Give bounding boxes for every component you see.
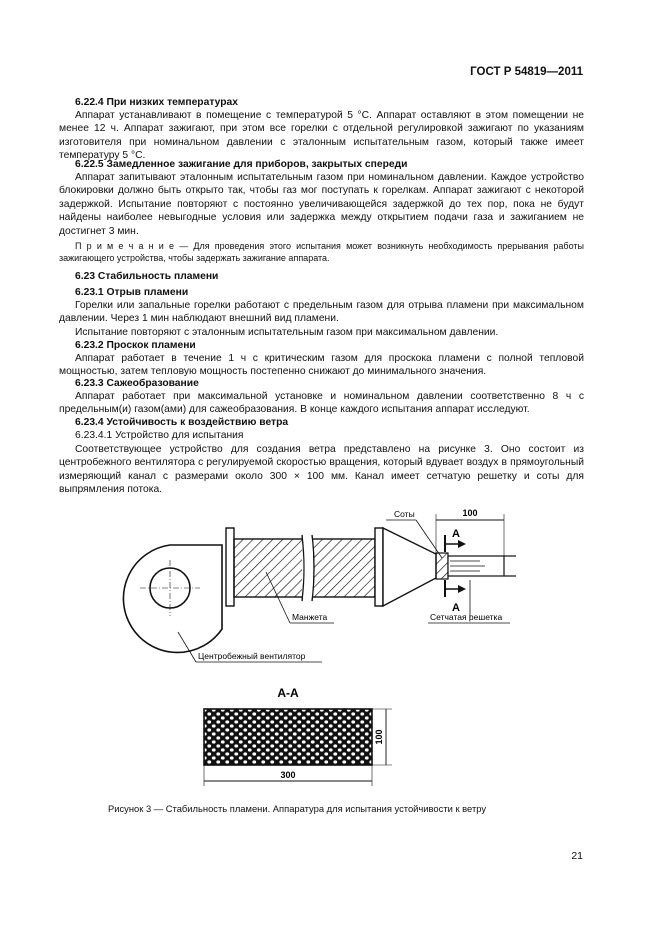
heading-6-23-4-1: 6.23.4.1 Устройство для испытания <box>75 430 244 441</box>
note-text: — Для проведения этого испытания может возникнуть необходимость прерывания работы зажигающего устройства, чтобы задержать зажигание аппарата. <box>59 241 584 263</box>
note-label: П р и м е ч а н и е <box>75 241 175 251</box>
heading-6-22-4: 6.22.4 При низких температурах <box>75 97 238 108</box>
section-label-top: А <box>452 528 460 540</box>
dimension-height: 100 <box>374 729 384 745</box>
cone-section <box>383 528 516 606</box>
label-cuff: Манжета <box>292 612 328 622</box>
section-label-bottom: А <box>452 602 460 614</box>
standard-number: ГОСТ Р 54819—2011 <box>470 66 583 78</box>
section-title: А-А <box>277 686 299 700</box>
paragraph-6-23-4-1: Соответствующее устройство для создания ветра представлено на рисунке 3. Оно состоит из центробежного вентилятора с регулируемой скоростью вращения, который вдувает воздух в прямоугольный измеряющий канал с размерами около 300 × 100 мм. Канал имеет сетчатую решетку и соты для выпрямления потока. <box>59 444 584 496</box>
dimension-100-top <box>436 508 504 556</box>
label-fan: Центробежный вентилятор <box>198 651 306 661</box>
paragraph-6-22-5: Аппарат запитывают эталонным испытательным газом при номинальном давлении. Каждое устройство блокировки должно быть открыто так, чтобы газ мог поступать к горелкам. Аппарат зажигают с некоторой задержкой. Испытание повторяют с постоянно увеличивающейся задержкой до тех пор, пока не будут найдены наиболее невыгодные условия или задержка между открытием подачи газа и зажиганием не достигнет 3 мин. <box>59 172 584 237</box>
label-grid: Сетчатая решетка <box>430 612 503 622</box>
dimension-100-label: 100 <box>462 508 478 518</box>
paragraph-6-23-3: Аппарат работает при максимальной установке и номинальном давлении соответственно 8 ч с предельным(и) газом(ами) для сажеобразования. В конце каждого испытания аппарат исследуют. <box>59 391 584 416</box>
dimension-width: 300 <box>280 770 296 780</box>
label-honeycomb: Соты <box>394 509 415 519</box>
section-a-a <box>204 686 392 786</box>
heading-6-23-4: 6.23.4 Устойчивость к воздействию ветра <box>75 417 289 428</box>
page-number: 21 <box>571 850 583 862</box>
paragraph-6-23-1-repeat: Испытание повторяют с эталонным испытательным газом при максимальном давлении. <box>75 327 499 338</box>
heading-6-23-3: 6.23.3 Сажеобразование <box>75 378 199 389</box>
heading-6-23-1: 6.23.1 Отрыв пламени <box>75 287 189 298</box>
heading-6-22-5: 6.22.5 Замедленное зажигание для приборов, закрытых спереди <box>75 159 408 170</box>
paragraph-6-23-1: Горелки или запальные горелки работают с предельным газом для отрыва пламени при максимальном давлении. Через 1 мин наблюдают внешний вид пламени. <box>59 300 584 325</box>
centrifugal-fan <box>123 545 222 652</box>
heading-6-23: 6.23 Стабильность пламени <box>75 271 219 282</box>
paragraph-6-23-2: Аппарат работает в течение 1 ч с критическим газом для проскока пламени с полной тепловой мощностью, затем тепловую мощность постепенно снижают до минимального значения. <box>59 353 584 378</box>
duct <box>226 528 383 606</box>
heading-6-23-2: 6.23.2 Проскок пламени <box>75 340 196 351</box>
paragraph-6-22-4: Аппарат устанавливают в помещение с температурой 5 °С. Аппарат оставляют в этом помещении не менее 12 ч. Аппарат зажигают, при этом все горелки с отдельной регулировкой зажигают по указаниям изготовителя при номинальном давлении с эталонным испытательным газом, который также имеет температуру 5 °С. <box>59 110 584 162</box>
figure-caption: Рисунок 3 — Стабильность пламени. Аппаратура для испытания устойчивости к ветру <box>108 803 487 814</box>
